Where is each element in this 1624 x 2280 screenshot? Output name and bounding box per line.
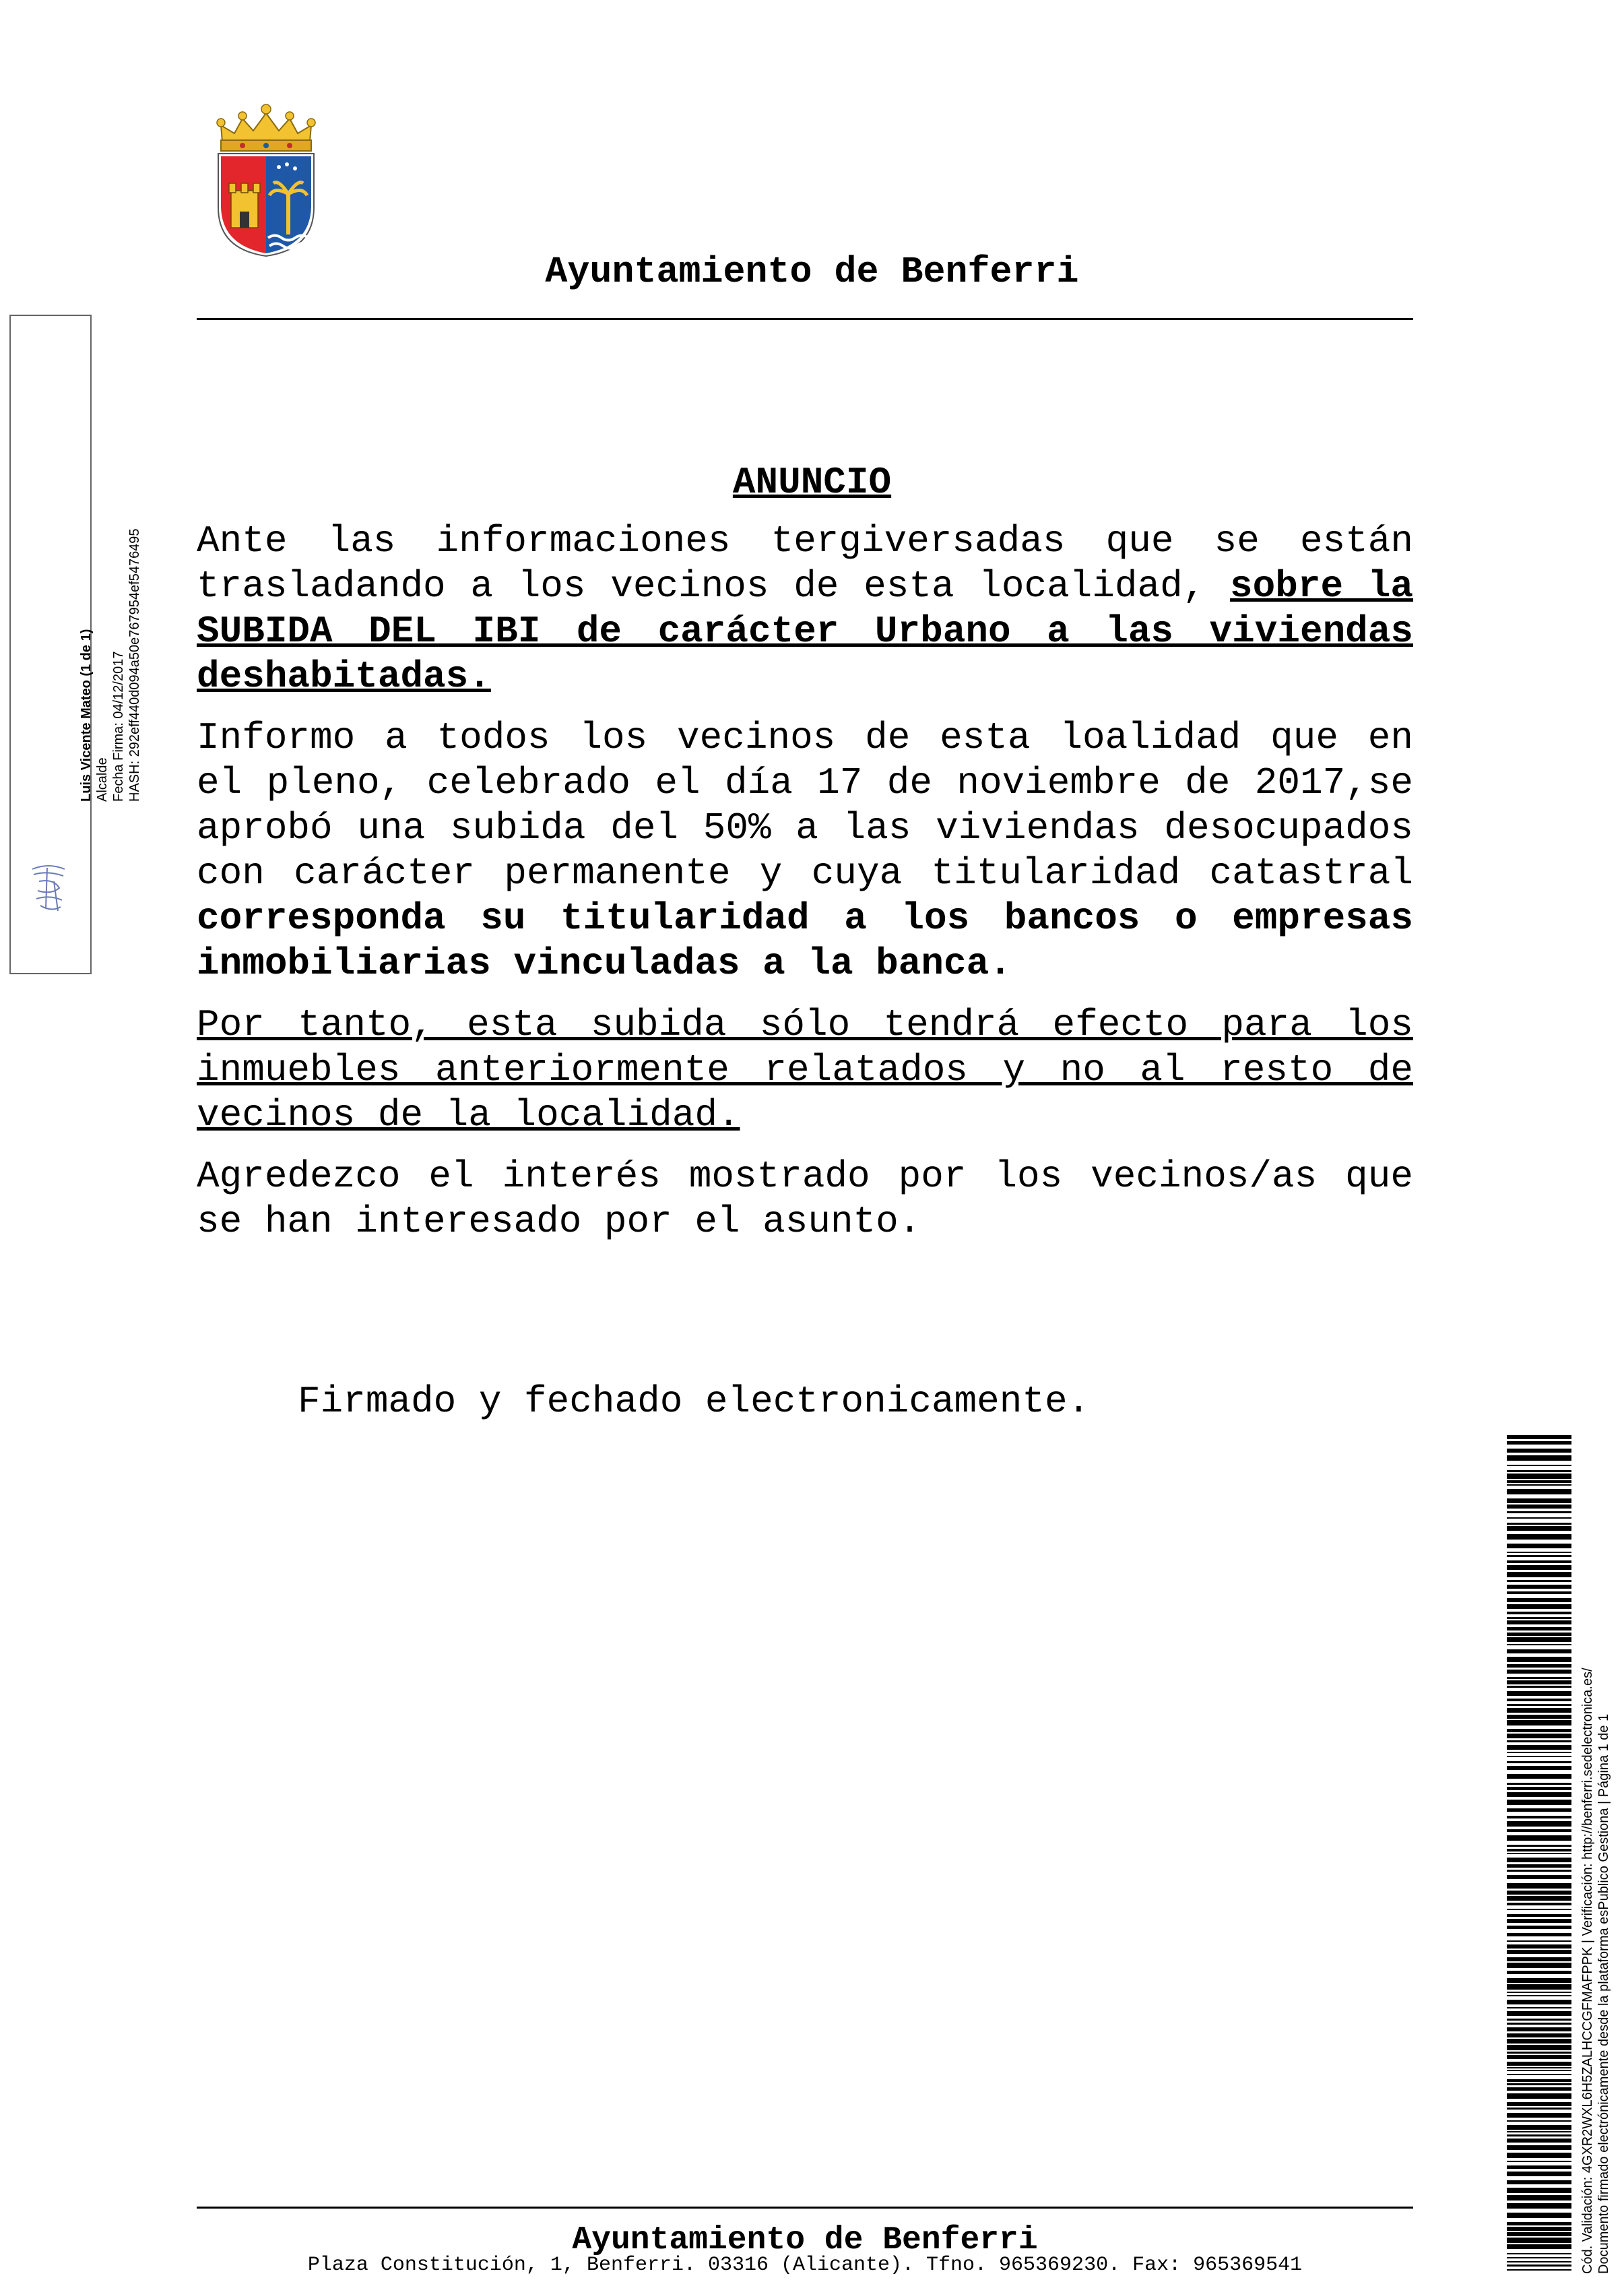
paragraph-1-text: Ante las informaciones tergiversadas que se están trasladando a los vecinos de esta localidad, <box>197 519 1413 608</box>
barcode-bar <box>1507 1435 1571 1439</box>
barcode-bar <box>1507 1565 1571 1570</box>
barcode-bar <box>1507 2027 1571 2031</box>
paragraph-3 <box>197 1003 1413 1138</box>
barcode-bar <box>1507 1740 1571 1742</box>
barcode-bar <box>1507 1883 1571 1889</box>
barcode-bar <box>1507 1745 1571 1750</box>
barcode-bar <box>1507 1992 1571 1993</box>
barcode-bar <box>1507 1680 1571 1684</box>
barcode-bar <box>1507 1766 1571 1770</box>
barcode-bar <box>1507 1617 1571 1619</box>
barcode-bar <box>1507 1821 1571 1827</box>
barcode-bar <box>1507 1950 1571 1954</box>
barcode-bar <box>1507 1720 1571 1725</box>
barcode-bar <box>1507 1829 1571 1832</box>
barcode-bar <box>1507 1752 1571 1753</box>
barcode-bar <box>1507 1544 1571 1548</box>
barcode-bar <box>1507 2070 1571 2071</box>
barcode-bar <box>1507 1919 1571 1923</box>
barcode-bar <box>1507 1761 1571 1763</box>
barcode-bar <box>1507 2165 1571 2169</box>
barcode-bar <box>1507 1870 1571 1872</box>
barcode-bar <box>1507 1534 1571 1540</box>
footer-divider <box>197 2207 1413 2209</box>
barcode-bar <box>1507 2055 1571 2059</box>
barcode-bar <box>1507 1465 1571 1466</box>
barcode-bar <box>1507 1555 1571 1557</box>
barcode-bar <box>1507 1845 1571 1847</box>
barcode-bar <box>1507 2039 1571 2044</box>
barcode-bar <box>1507 1800 1571 1805</box>
barcode-bar <box>1507 1926 1571 1929</box>
barcode-bar <box>1507 1944 1571 1949</box>
barcode-bar <box>1507 2083 1571 2085</box>
barcode-bar <box>1507 2161 1571 2162</box>
header-title: Ayuntamiento de Benferri <box>545 251 1079 293</box>
barcode-bar <box>1507 2172 1571 2176</box>
barcode-bar <box>1507 1783 1571 1785</box>
barcode-bar <box>1507 1704 1571 1706</box>
barcode-bar <box>1507 1787 1571 1790</box>
barcode-bar <box>1507 2131 1571 2132</box>
verification-text <box>1580 1540 1612 2274</box>
barcode-bar <box>1507 1940 1571 1942</box>
signer-role: Alcalde <box>95 757 110 802</box>
barcode-bar <box>1507 1835 1571 1841</box>
paragraph-2 <box>197 716 1413 986</box>
barcode-bar <box>1507 2007 1571 2008</box>
barcode-bar <box>1507 2139 1571 2143</box>
barcode-bar <box>1507 1598 1571 1602</box>
barcode-bar <box>1507 1449 1571 1453</box>
barcode-bar <box>1507 1620 1571 1624</box>
paragraph-4 <box>197 1154 1413 1244</box>
barcode-bar <box>1507 1517 1571 1519</box>
barcode-bar <box>1507 2102 1571 2106</box>
barcode-bar <box>1507 2079 1571 2082</box>
announcement-body <box>197 519 1413 1261</box>
barcode-bar <box>1507 1657 1571 1662</box>
barcode-bar <box>1507 1637 1571 1642</box>
barcode-bar <box>1507 1612 1571 1614</box>
barcode-bar <box>1507 1816 1571 1818</box>
barcode-bar <box>1507 2052 1571 2054</box>
barcode-bar <box>1507 1849 1571 1851</box>
barcode-bar <box>1507 1498 1571 1503</box>
barcode-bar <box>1507 2188 1571 2193</box>
barcode-bar <box>1507 1978 1571 1983</box>
barcode-bar <box>1507 2045 1571 2050</box>
header-divider <box>197 318 1413 320</box>
barcode-bar <box>1507 2074 1571 2075</box>
barcode-bar <box>1507 1729 1571 1732</box>
coat-of-arms-icon <box>209 100 323 258</box>
barcode-bar <box>1507 1580 1571 1582</box>
barcode-bar <box>1507 1858 1571 1862</box>
barcode-bar <box>1507 2087 1571 2091</box>
signature-date: Fecha Firma: 04/12/2017 <box>111 651 126 802</box>
barcode-bar <box>1507 2153 1571 2158</box>
barcode-bar <box>1507 1664 1571 1668</box>
handwritten-signature-icon <box>27 861 70 916</box>
paragraph-1 <box>197 519 1413 699</box>
barcode-bar <box>1507 1891 1571 1895</box>
barcode-bar <box>1507 1699 1571 1701</box>
barcode-bar <box>1507 2213 1571 2218</box>
barcode-bar <box>1507 1708 1571 1713</box>
barcode-bar <box>1507 1523 1571 1525</box>
barcode-bar <box>1507 1686 1571 1688</box>
barcode-bar <box>1507 1644 1571 1645</box>
barcode-bar <box>1507 2203 1571 2209</box>
signature-hash: HASH: 292eff440d094a50e767954ef5476495 <box>127 528 142 802</box>
crown-icon <box>217 104 315 151</box>
barcode-bar <box>1507 1957 1571 1961</box>
barcode-bar <box>1507 1470 1571 1472</box>
paragraph-2-text: Informo a todos los vecinos de esta loalidad que en el pleno, celebrado el día 17 de noviembre de 2017,se aprobó una subida del 50% a las viviendas desocupados con carácter permanente y cuya titularidad catastral <box>197 716 1413 895</box>
barcode-bar <box>1507 1963 1571 1968</box>
barcode-bar <box>1507 1455 1571 1461</box>
barcode-bar <box>1507 2062 1571 2066</box>
footer-title: Ayuntamiento de Benferri <box>572 2222 1038 2258</box>
barcode-bar <box>1507 1774 1571 1779</box>
barcode-bar <box>1507 2125 1571 2130</box>
barcode-bar <box>1507 2067 1571 2068</box>
barcode-bar <box>1507 1914 1571 1917</box>
barcode-bar <box>1507 1808 1571 1812</box>
barcode-bar <box>1507 1896 1571 1901</box>
barcode-bar <box>1507 2108 1571 2110</box>
barcode-bar <box>1507 2000 1571 2004</box>
barcode-bar <box>1507 1971 1571 1974</box>
barcode-bar <box>1507 1627 1571 1630</box>
barcode-bar <box>1507 1792 1571 1797</box>
announcement-title: ANUNCIO <box>732 461 892 504</box>
signed-note: Firmado y fechado electronicamente. <box>298 1380 1091 1423</box>
barcode-bar <box>1507 1484 1571 1486</box>
barcode-bar <box>1507 1933 1571 1936</box>
barcode-bar <box>1507 1875 1571 1879</box>
barcode-bar <box>1507 1591 1571 1594</box>
barcode-bar <box>1507 1903 1571 1905</box>
barcode-bar <box>1507 1480 1571 1483</box>
verification-line-2: Documento firmado electrónicamente desde la plataforma esPublico Gestiona | Página 1 de 1 <box>1596 1713 1611 2274</box>
barcode-bar <box>1507 2120 1571 2122</box>
barcode-bar <box>1507 1572 1571 1577</box>
barcode-bar <box>1507 1441 1571 1445</box>
barcode-bar <box>1507 2019 1571 2021</box>
barcode-icon <box>1507 1435 1571 2271</box>
barcode-bar <box>1507 1984 1571 1990</box>
paragraph-4-text: Agredezco el interés mostrado por los vecinos/as que se han interesado por el asunto. <box>197 1155 1413 1243</box>
barcode-bar <box>1507 1864 1571 1868</box>
paragraph-2-emphasis: corresponda su titularidad a los bancos o empresas inmobiliarias vinculadas a la banca. <box>197 897 1413 985</box>
signer-name: Luis Vicente Mateo (1 de 1) <box>79 629 94 802</box>
barcode-bar <box>1507 2113 1571 2118</box>
barcode-bar <box>1507 1505 1571 1509</box>
signature-details <box>78 451 143 802</box>
barcode-bar <box>1507 1633 1571 1636</box>
barcode-bar <box>1507 2033 1571 2037</box>
barcode-bar <box>1507 1560 1571 1563</box>
barcode-bar <box>1507 1995 1571 1996</box>
barcode-bar <box>1507 1756 1571 1757</box>
barcode-bar <box>1507 1489 1571 1494</box>
barcode-bar <box>1507 1691 1571 1696</box>
barcode-bar <box>1507 1677 1571 1679</box>
barcode-bar <box>1507 1552 1571 1553</box>
barcode-bar <box>1507 1511 1571 1513</box>
paragraph-1-emphasis: sobre la SUBIDA DEL IBI de carácter Urbano a las viviendas deshabitadas. <box>197 565 1414 698</box>
footer-address: Plaza Constitución, 1, Benferri. 03316 (Alicante). Tfno. 965369230. Fax: 965369541 <box>307 2254 1303 2277</box>
barcode-bar <box>1507 1649 1571 1653</box>
verification-line-1: Cód. Validación: 4GXR2WXL6H5ZALHCCGFMAFPPK | Verificación: http://benferri.sedelectronica.es/ <box>1580 1668 1595 2274</box>
barcode-bar <box>1507 1715 1571 1719</box>
barcode-bar <box>1507 1526 1571 1531</box>
barcode-bar <box>1507 2145 1571 2150</box>
barcode-bar <box>1507 2195 1571 2200</box>
barcode-bar <box>1507 1585 1571 1589</box>
barcode-bar <box>1507 1604 1571 1609</box>
barcode-bar <box>1507 2023 1571 2025</box>
barcode-bar <box>1507 2011 1571 2016</box>
barcode-bar <box>1507 1734 1571 1738</box>
paragraph-3-text: Por tanto, esta subida sólo tendrá efecto para los inmuebles anteriormente relatados y no al resto de vecinos de la localidad. <box>197 1003 1413 1137</box>
barcode-bar <box>1507 1474 1571 1479</box>
barcode-bar <box>1507 2134 1571 2136</box>
barcode-bar <box>1507 1670 1571 1674</box>
barcode-bar <box>1507 2093 1571 2099</box>
barcode-bar <box>1507 2180 1571 2184</box>
barcode-bar <box>1507 1853 1571 1854</box>
barcode-bar <box>1507 1909 1571 1910</box>
